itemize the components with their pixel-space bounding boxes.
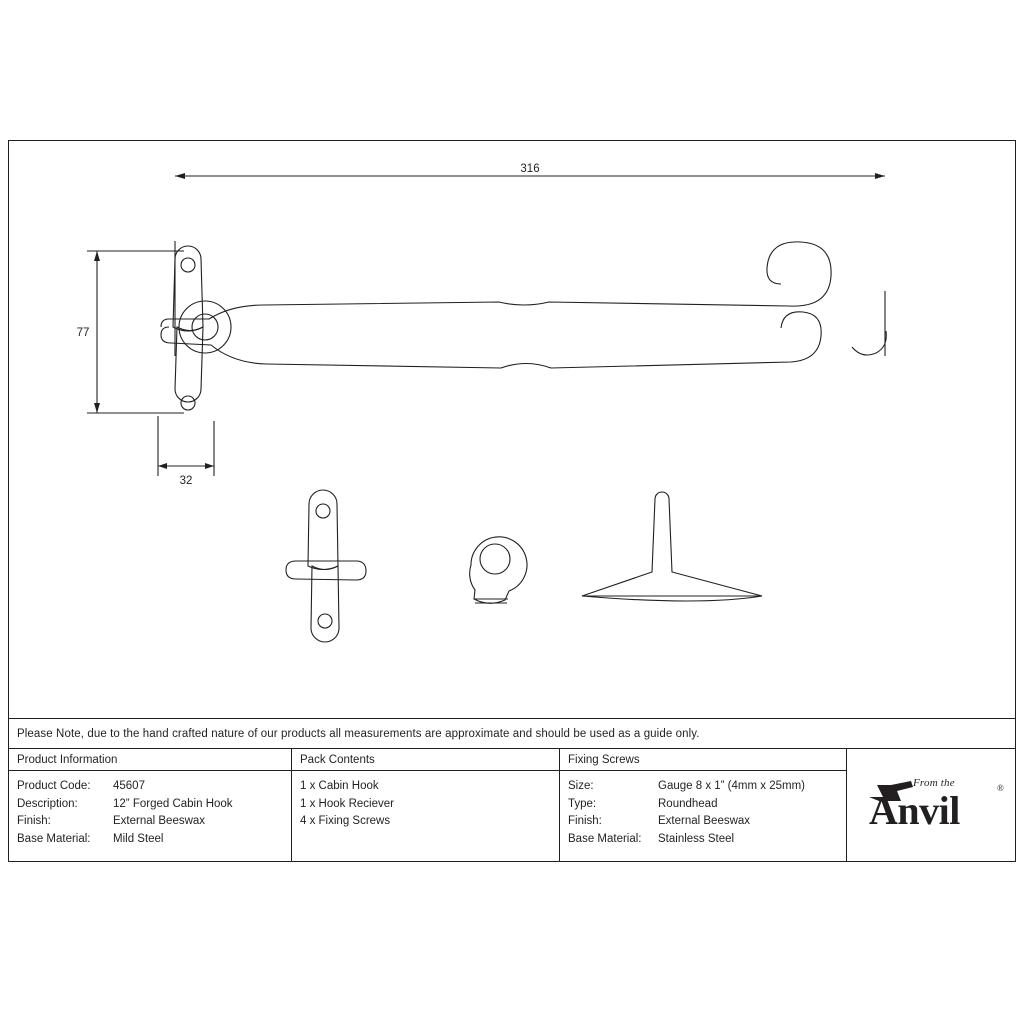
- screw-finish-key: Finish:: [568, 815, 602, 827]
- drawing-sheet: [8, 140, 1016, 862]
- logo-registered-mark: ®: [997, 783, 1004, 793]
- detail-hook-eye: [470, 537, 527, 603]
- dimension-label-length: 316: [520, 163, 540, 175]
- fixing-screws-column: [560, 749, 847, 861]
- table-row: [17, 796, 291, 814]
- table-row: [17, 778, 291, 796]
- info-table: [9, 748, 1015, 861]
- finish-key: Finish:: [17, 815, 51, 827]
- finish-value: External Beeswax: [113, 815, 206, 827]
- table-row: [568, 796, 846, 814]
- dimension-label-plate-width: 32: [179, 475, 193, 487]
- detail-receiver-plate: [286, 490, 366, 642]
- logo-anvil-text: Anvil: [869, 788, 960, 833]
- detail-profile-view: [582, 492, 762, 601]
- product-information-heading: Product Information: [9, 749, 291, 771]
- base-material-key: Base Material:: [17, 832, 91, 845]
- dimension-overall-length: [175, 173, 885, 356]
- screw-type-key: Type:: [568, 797, 597, 810]
- fixing-screws-heading: Fixing Screws: [560, 749, 846, 771]
- table-row: [17, 813, 291, 831]
- product-code-key: Product Code:: [17, 780, 91, 792]
- technical-drawing: [9, 141, 1015, 718]
- base-material-value: Mild Steel: [113, 832, 164, 845]
- fixing-screws-body: [560, 771, 846, 848]
- note-bar: [9, 718, 1015, 748]
- pack-contents-heading: Pack Contents: [292, 749, 559, 771]
- list-item: 4 x Fixing Screws: [300, 815, 391, 827]
- list-item: 1 x Hook Reciever: [300, 797, 394, 810]
- table-row: [17, 831, 291, 849]
- description-key: Description:: [17, 797, 78, 810]
- logo-from-text: From the: [913, 777, 955, 789]
- description-value: 12” Forged Cabin Hook: [113, 797, 233, 810]
- note-text: Please Note, due to the hand crafted nature of our products all measurements are approximate and should be used as a guide only.: [17, 727, 700, 740]
- table-row: [568, 831, 846, 849]
- dimension-height: [87, 251, 184, 413]
- screw-type-value: Roundhead: [658, 797, 718, 810]
- dimension-label-height: 77: [76, 327, 90, 339]
- screw-base-material-value: Stainless Steel: [658, 832, 735, 845]
- table-row: [568, 778, 846, 796]
- pack-contents-body: [292, 771, 559, 831]
- table-row: [568, 813, 846, 831]
- brand-logo-column: [847, 749, 1015, 861]
- dimension-plate-width: [158, 416, 214, 476]
- list-item: 1 x Cabin Hook: [300, 780, 379, 792]
- brand-logo: [847, 749, 1015, 861]
- screw-base-material-key: Base Material:: [568, 832, 642, 845]
- product-information-body: [9, 771, 291, 848]
- product-code-value: 45607: [113, 780, 145, 792]
- screw-size-key: Size:: [568, 780, 594, 792]
- pack-contents-column: [292, 749, 560, 861]
- cabin-hook-main-view: [161, 242, 886, 410]
- screw-size-value: Gauge 8 x 1” (4mm x 25mm): [658, 780, 805, 792]
- screw-finish-value: External Beeswax: [658, 815, 751, 827]
- product-information-column: [9, 749, 292, 861]
